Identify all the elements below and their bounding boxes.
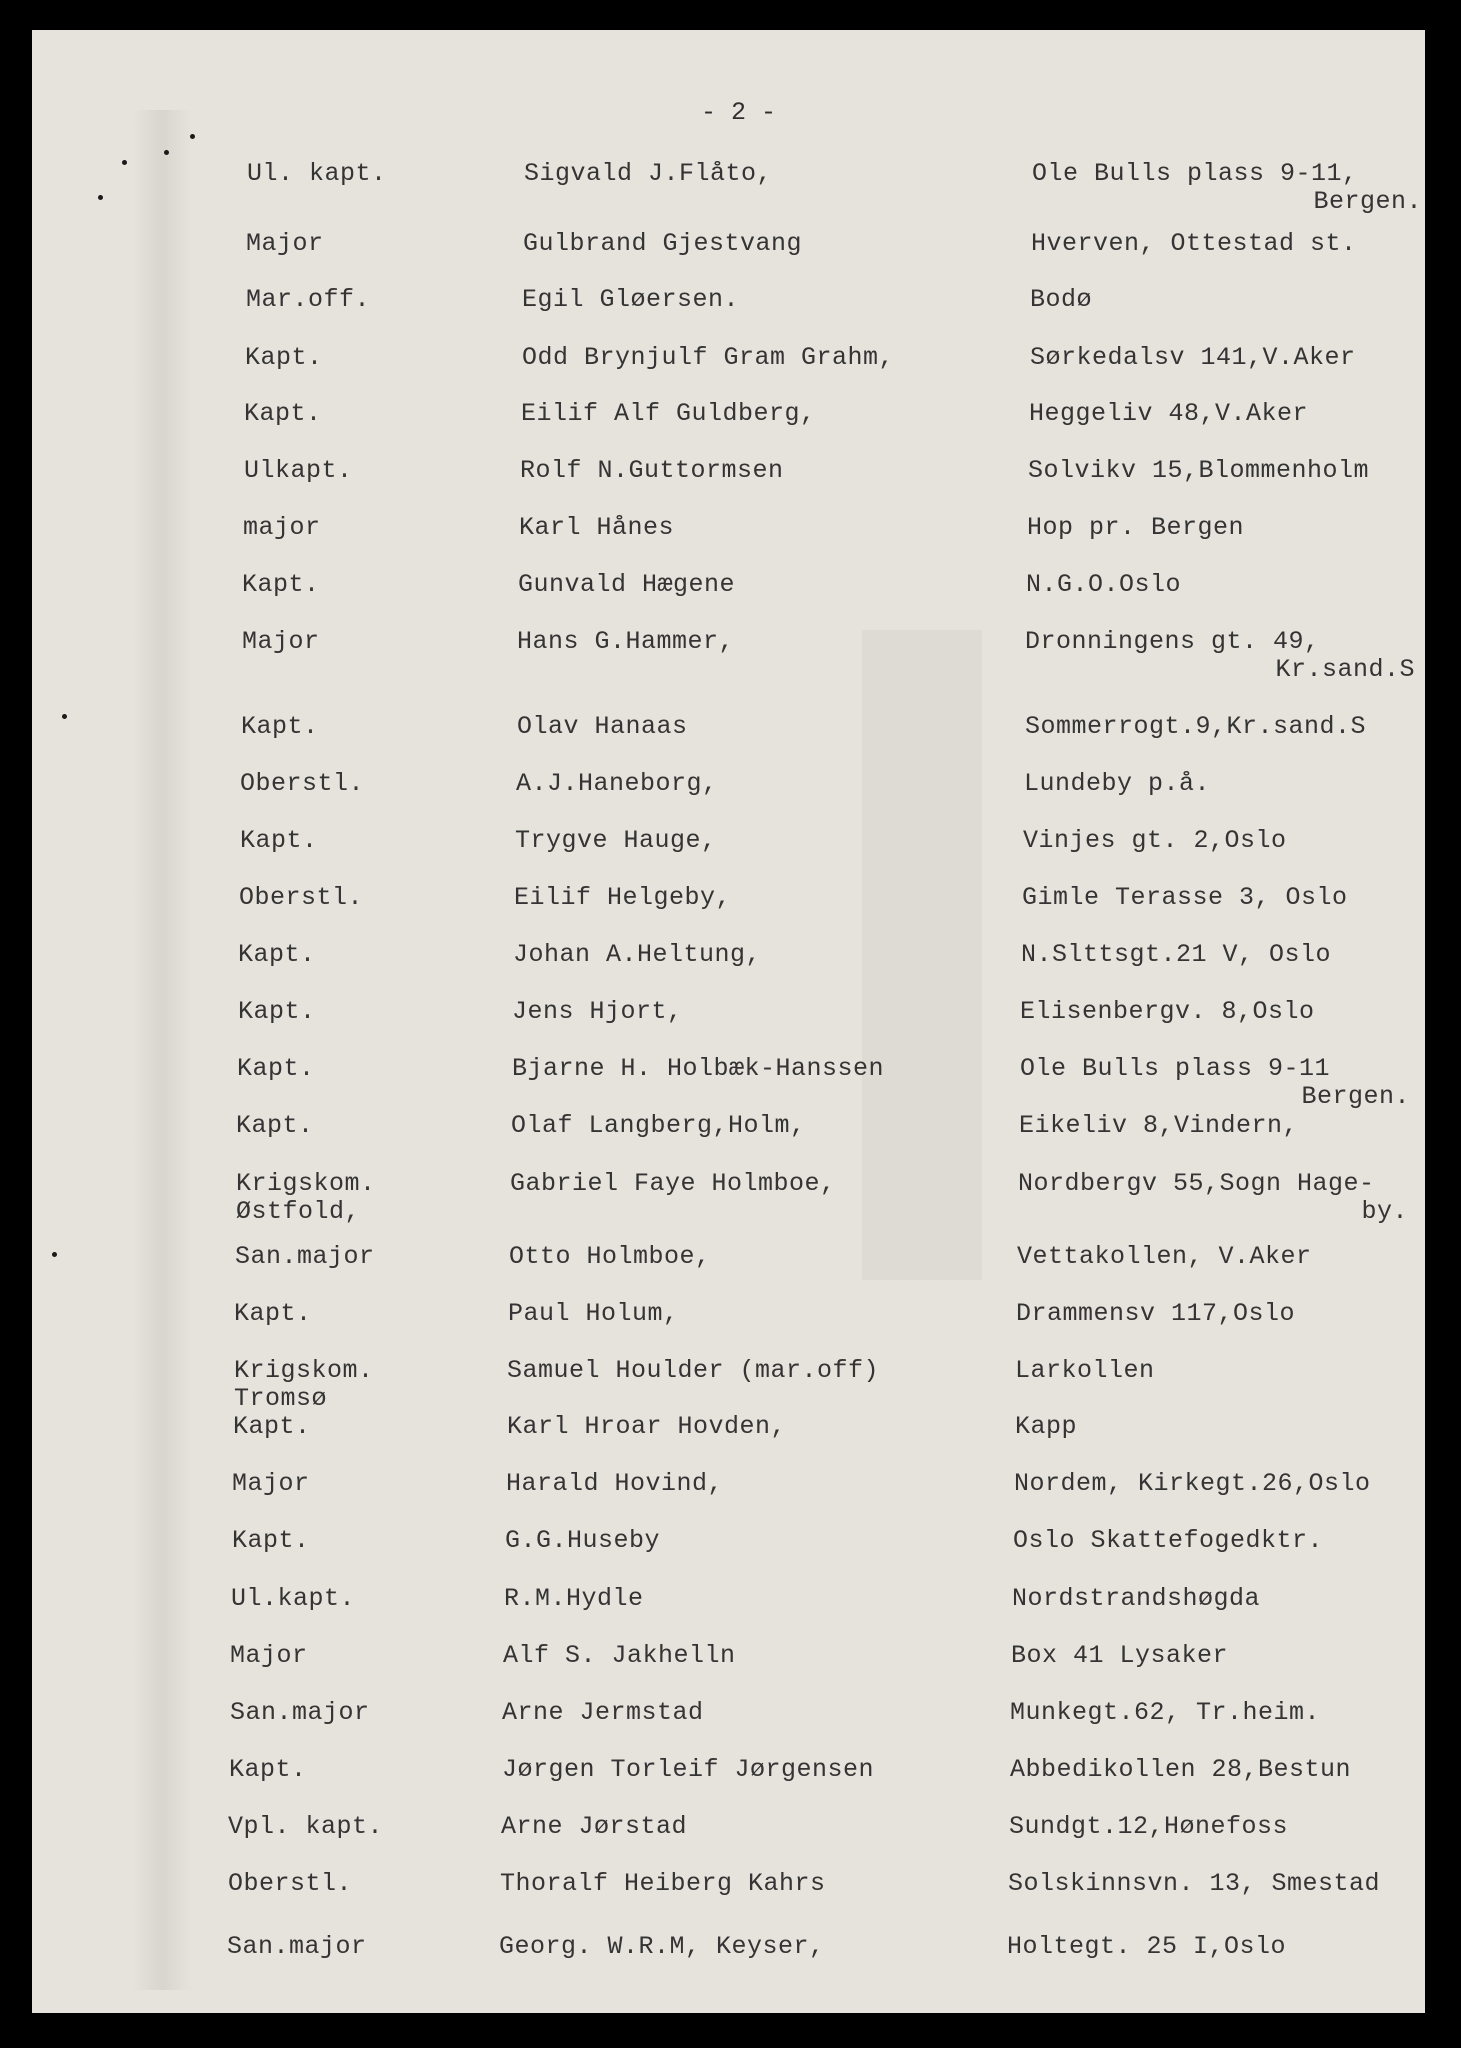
address-line: Sommerrogt.9,Kr.sand.S <box>1025 712 1367 741</box>
list-item <box>32 1112 1425 1172</box>
officer-name: Olaf Langberg,Holm, <box>511 1111 806 1140</box>
officer-rank <box>235 1243 435 1271</box>
address-line: Abbedikollen 28,Bestun <box>1010 1755 1352 1784</box>
officer-name: Samuel Houlder (mar.off) <box>507 1356 880 1385</box>
officer-name: Karl Hånes <box>519 513 675 542</box>
officer-rank <box>247 160 447 188</box>
address-line: Kr.sand.S <box>1275 655 1415 684</box>
list-item <box>32 628 1425 688</box>
officer-rank <box>242 628 442 656</box>
officer-rank <box>228 1813 428 1841</box>
officer-address <box>1020 1055 1425 1111</box>
officer-address <box>1018 1170 1425 1226</box>
address-line: by. <box>1361 1197 1408 1226</box>
officer-name: Alf S. Jakhelln <box>503 1641 736 1670</box>
officer-address <box>1014 1470 1424 1498</box>
rank-line: Major <box>230 1641 308 1670</box>
list-item <box>32 998 1425 1058</box>
rank-line: Kapt. <box>232 1526 310 1555</box>
list-item <box>32 884 1425 944</box>
address-line: Oslo Skattefogedktr. <box>1013 1526 1324 1555</box>
rank-line: Kapt. <box>236 1111 314 1140</box>
officer-name: Rolf N.Guttormsen <box>520 456 784 485</box>
address-line: Heggeliv 48,V.Aker <box>1029 399 1309 428</box>
list-item <box>32 1527 1425 1587</box>
officer-name: Hans G.Hammer, <box>517 627 735 656</box>
list-item <box>32 1585 1425 1645</box>
officer-name: Odd Brynjulf Gram Grahm, <box>522 343 895 372</box>
officer-rank <box>236 1112 436 1140</box>
officer-rank <box>243 514 443 542</box>
address-line: Hop pr. Bergen <box>1027 513 1245 542</box>
officer-address <box>1010 1699 1420 1727</box>
address-line: Hverven, Ottestad st. <box>1031 229 1357 258</box>
rank-line: Østfold, <box>236 1197 361 1226</box>
officer-address <box>1022 884 1425 912</box>
rank-line: Kapt. <box>244 399 322 428</box>
officer-rank <box>244 457 444 485</box>
officer-name: Harald Hovind, <box>506 1469 724 1498</box>
address-line: Holtegt. 25 I,Oslo <box>1007 1932 1287 1961</box>
officer-rank <box>237 1055 437 1083</box>
address-line: Solskinnsvn. 13, Smestad <box>1008 1869 1381 1898</box>
list-item <box>32 1055 1425 1115</box>
officer-rank <box>232 1527 432 1555</box>
address-line: Gimle Terasse 3, Oslo <box>1022 883 1348 912</box>
address-line: Ole Bulls plass 9-11, <box>1032 159 1358 188</box>
officer-name: Georg. W.R.M, Keyser, <box>499 1932 825 1961</box>
officer-rank <box>232 1470 432 1498</box>
officer-name: Karl Hroar Hovden, <box>507 1412 787 1441</box>
list-item <box>32 230 1425 290</box>
officer-address <box>1023 827 1425 855</box>
officer-rank <box>245 344 445 372</box>
officer-name: Otto Holmboe, <box>509 1242 711 1271</box>
officer-name: Egil Gløersen. <box>522 285 740 314</box>
officer-name: Gabriel Faye Holmboe, <box>510 1169 836 1198</box>
list-item <box>32 286 1425 346</box>
address-line: Nordstrandshøgda <box>1012 1584 1261 1613</box>
officer-rank <box>246 230 446 258</box>
officer-address <box>1015 1413 1425 1441</box>
officer-rank <box>228 1870 428 1898</box>
officer-rank <box>240 770 440 798</box>
officer-name: Johan A.Heltung, <box>513 940 762 969</box>
rank-line: Oberstl. <box>228 1869 353 1898</box>
address-line: Vinjes gt. 2,Oslo <box>1023 826 1287 855</box>
rank-line: Kapt. <box>242 570 320 599</box>
rank-line: Kapt. <box>241 712 319 741</box>
officer-address <box>1017 1243 1425 1271</box>
officer-address <box>1024 770 1425 798</box>
rank-line: Kapt. <box>229 1755 307 1784</box>
rank-line: Ulkapt. <box>244 456 353 485</box>
address-line: N.Slttsgt.21 V, Oslo <box>1021 940 1332 969</box>
officer-name: A.J.Haneborg, <box>516 769 718 798</box>
address-line: Bodø <box>1030 285 1093 314</box>
rank-line: Oberstl. <box>240 769 365 798</box>
officer-rank <box>231 1585 431 1613</box>
rank-line: Major <box>242 627 320 656</box>
rank-line: major <box>243 513 321 542</box>
officer-rank <box>233 1413 433 1441</box>
officer-name: Arne Jermstad <box>502 1698 704 1727</box>
officer-name: Arne Jørstad <box>501 1812 688 1841</box>
list-item <box>32 400 1425 460</box>
list-item <box>32 1699 1425 1759</box>
rank-line: Vpl. kapt. <box>228 1812 384 1841</box>
officer-address <box>1028 457 1425 485</box>
list-item <box>32 1756 1425 1816</box>
officer-rank <box>241 713 441 741</box>
list-item <box>32 827 1425 887</box>
officer-rank <box>238 941 438 969</box>
officer-name: Gunvald Hægene <box>518 570 736 599</box>
address-line: N.G.O.Oslo <box>1026 570 1182 599</box>
officer-name: Jens Hjort, <box>512 997 683 1026</box>
address-line: Nordem, Kirkegt.26,Oslo <box>1014 1469 1371 1498</box>
officer-rank <box>242 571 442 599</box>
officer-address <box>1011 1642 1421 1670</box>
address-line: Sørkedalsv 141,V.Aker <box>1030 343 1356 372</box>
ink-speck <box>164 150 169 155</box>
list-item <box>32 160 1425 220</box>
officer-address <box>1020 998 1425 1026</box>
ink-speck <box>122 160 127 165</box>
address-line: Sundgt.12,Hønefoss <box>1009 1812 1289 1841</box>
officer-rank <box>234 1357 434 1413</box>
officer-address <box>1026 571 1425 599</box>
address-line: Box 41 Lysaker <box>1011 1641 1229 1670</box>
officer-name: Paul Holum, <box>508 1299 679 1328</box>
rank-line: Ul. kapt. <box>247 159 387 188</box>
officer-address <box>1015 1357 1425 1385</box>
rank-line: Ul.kapt. <box>231 1584 356 1613</box>
rank-line: Major <box>246 229 324 258</box>
ink-speck <box>52 1252 57 1257</box>
officer-name: Jørgen Torleif Jørgensen <box>502 1755 875 1784</box>
officer-rank <box>230 1699 430 1727</box>
rank-line: Mar.off. <box>246 285 371 314</box>
list-item <box>32 1357 1425 1417</box>
rank-line: Kapt. <box>245 343 323 372</box>
ink-speck <box>190 134 195 139</box>
rank-line: Kapt. <box>240 826 318 855</box>
list-item <box>32 1933 1425 1993</box>
officer-name: Thoralf Heiberg Kahrs <box>500 1869 826 1898</box>
ink-speck <box>62 714 67 719</box>
address-line: Vettakollen, V.Aker <box>1017 1242 1312 1271</box>
officer-address <box>1008 1870 1418 1898</box>
officer-name: Trygve Hauge, <box>515 826 717 855</box>
officer-rank <box>240 827 440 855</box>
rank-line: Kapt. <box>237 1054 315 1083</box>
officer-address <box>1030 286 1425 314</box>
address-line: Nordbergv 55,Sogn Hage- <box>1018 1169 1375 1198</box>
rank-line: Kapt. <box>238 997 316 1026</box>
officer-address <box>1012 1585 1422 1613</box>
officer-address <box>1009 1813 1419 1841</box>
officer-name: Eilif Alf Guldberg, <box>521 399 816 428</box>
officer-address <box>1010 1756 1420 1784</box>
rank-line: Kapt. <box>233 1412 311 1441</box>
officer-rank <box>234 1300 434 1328</box>
officer-rank <box>236 1170 436 1226</box>
officer-address <box>1013 1527 1423 1555</box>
officer-address <box>1032 160 1425 216</box>
officer-address <box>1019 1112 1425 1140</box>
officer-name: Bjarne H. Holbæk-Hanssen <box>512 1054 885 1083</box>
officer-rank <box>229 1756 429 1784</box>
address-line: Lundeby p.å. <box>1024 769 1211 798</box>
officer-rank <box>239 884 439 912</box>
officer-address <box>1029 400 1425 428</box>
officer-rank <box>246 286 446 314</box>
officer-name: R.M.Hydle <box>504 1584 644 1613</box>
rank-line: San.major <box>227 1932 367 1961</box>
officer-rank <box>230 1642 430 1670</box>
address-line: Ole Bulls plass 9-11 <box>1020 1054 1331 1083</box>
officer-name: Olav Hanaas <box>517 712 688 741</box>
list-item <box>32 571 1425 631</box>
rank-line: San.major <box>230 1698 370 1727</box>
address-line: Kapp <box>1015 1412 1078 1441</box>
address-line: Larkollen <box>1015 1356 1155 1385</box>
rank-line: Krigskom. <box>234 1356 374 1385</box>
officer-address <box>1025 713 1425 741</box>
list-item <box>32 1413 1425 1473</box>
list-item <box>32 457 1425 517</box>
ink-speck <box>98 195 103 200</box>
officer-address <box>1016 1300 1425 1328</box>
address-line: Dronningens gt. 49, <box>1025 627 1320 656</box>
officer-address <box>1031 230 1425 258</box>
officer-name: Eilif Helgeby, <box>514 883 732 912</box>
officer-address <box>1027 514 1425 542</box>
list-item <box>32 514 1425 574</box>
list-item <box>32 941 1425 1001</box>
list-item <box>32 1170 1425 1230</box>
officer-name: Sigvald J.Flåto, <box>524 159 773 188</box>
list-item <box>32 1243 1425 1303</box>
address-line: Munkegt.62, Tr.heim. <box>1010 1698 1321 1727</box>
address-line: Bergen. <box>1301 1082 1410 1111</box>
address-line: Eikeliv 8,Vindern, <box>1019 1111 1299 1140</box>
rank-line: Tromsø <box>234 1384 328 1413</box>
rank-line: Kapt. <box>238 940 316 969</box>
list-item <box>32 1813 1425 1873</box>
list-item <box>32 1870 1425 1930</box>
officer-rank <box>238 998 438 1026</box>
address-line: Bergen. <box>1313 187 1422 216</box>
list-item <box>32 344 1425 404</box>
rank-line: Major <box>232 1469 310 1498</box>
rank-line: San.major <box>235 1242 375 1271</box>
list-item <box>32 770 1425 830</box>
address-line: Elisenbergv. 8,Oslo <box>1020 997 1315 1026</box>
list-item <box>32 1300 1425 1360</box>
rank-line: Oberstl. <box>239 883 364 912</box>
page-number: - 2 - <box>700 98 776 127</box>
list-item <box>32 1470 1425 1530</box>
officer-rank <box>244 400 444 428</box>
rank-line: Kapt. <box>234 1299 312 1328</box>
document-page <box>32 30 1425 2013</box>
officer-address <box>1030 344 1425 372</box>
rank-line: Krigskom. <box>236 1169 376 1198</box>
officer-name: G.G.Huseby <box>505 1526 661 1555</box>
officer-rank <box>227 1933 427 1961</box>
officer-address <box>1025 628 1425 684</box>
officer-address <box>1021 941 1425 969</box>
officer-address <box>1007 1933 1417 1961</box>
officer-name: Gulbrand Gjestvang <box>523 229 803 258</box>
list-item <box>32 713 1425 773</box>
list-item <box>32 1642 1425 1702</box>
address-line: Drammensv 117,Oslo <box>1016 1299 1296 1328</box>
address-line: Solvikv 15,Blommenholm <box>1028 456 1370 485</box>
